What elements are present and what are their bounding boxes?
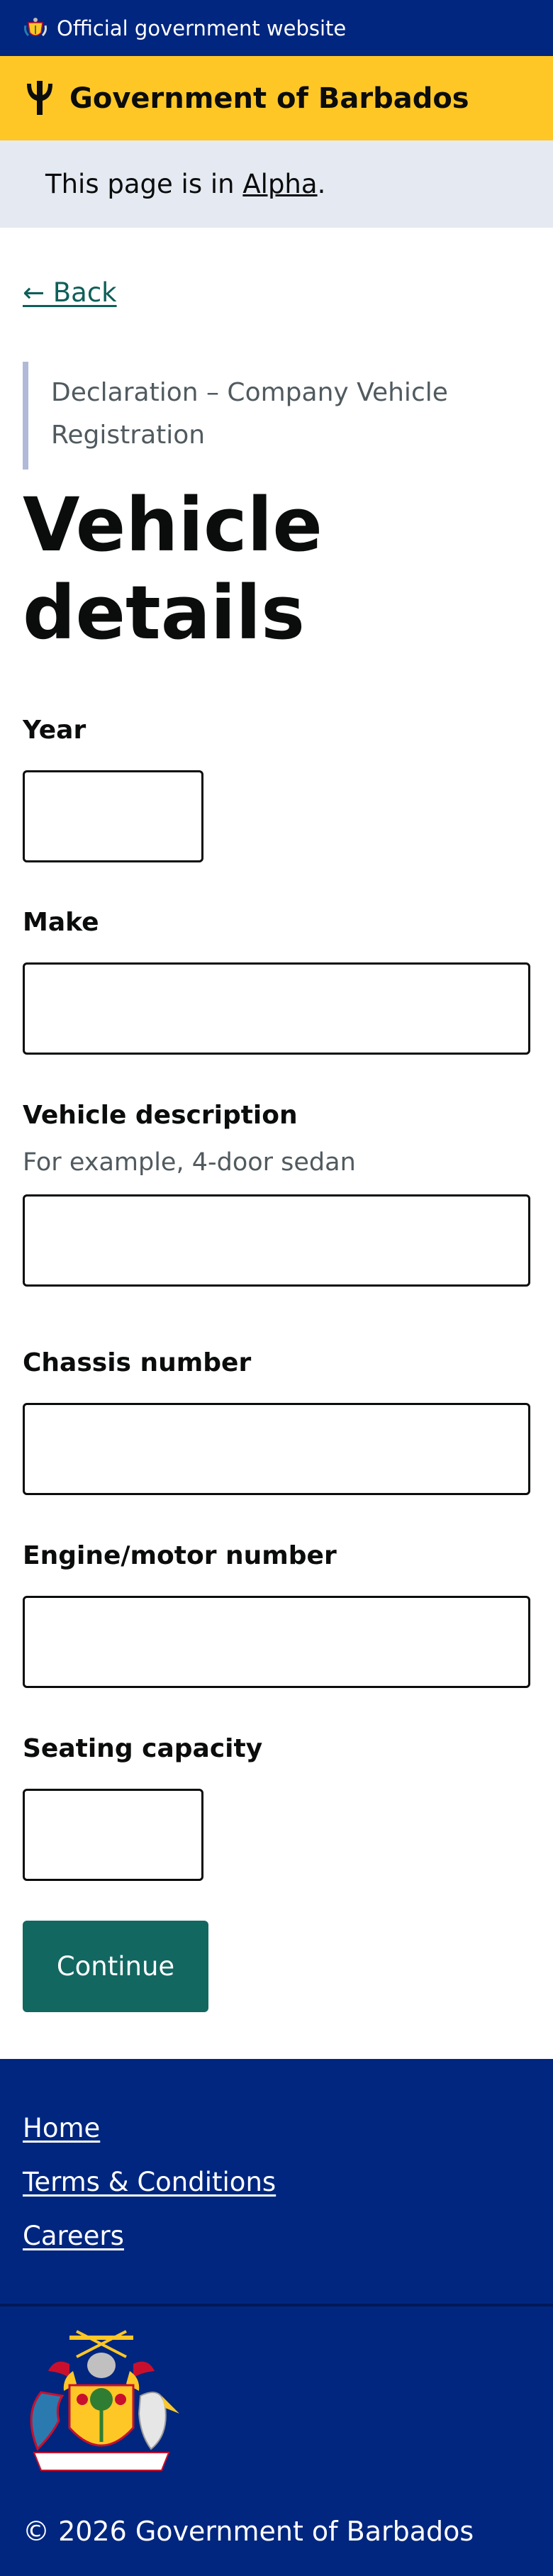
description-label: Vehicle description: [23, 1101, 298, 1130]
official-banner-text: Official government website: [57, 16, 347, 40]
barbados-crest-icon: [23, 16, 48, 41]
chassis-label: Chassis number: [23, 1348, 252, 1377]
phase-alpha-link[interactable]: Alpha: [242, 169, 318, 199]
make-field-group: [23, 907, 530, 1055]
year-label: Year: [23, 716, 86, 745]
continue-button[interactable]: Continue: [23, 1921, 208, 2012]
engine-label: Engine/motor number: [23, 1541, 337, 1570]
footer-link-terms[interactable]: Terms & Conditions: [23, 2167, 276, 2197]
back-link[interactable]: ← Back: [23, 277, 117, 308]
footer-links: [23, 2102, 276, 2263]
chassis-field-group: [23, 1348, 530, 1495]
year-input[interactable]: [23, 770, 203, 862]
trident-icon[interactable]: [23, 79, 57, 118]
form-caption: Declaration – Company Vehicle Registration: [23, 362, 519, 470]
engine-field-group: [23, 1540, 530, 1688]
make-input[interactable]: [23, 962, 530, 1055]
seating-input[interactable]: [23, 1789, 203, 1881]
page-title: Vehicle details: [23, 482, 323, 656]
official-banner: [0, 0, 553, 56]
site-header: [0, 56, 553, 140]
site-footer: [0, 2059, 553, 2576]
description-field-group: [23, 1100, 530, 1287]
make-label: Make: [23, 908, 99, 937]
coat-of-arms-icon: [20, 2328, 183, 2477]
footer-divider: [0, 2304, 553, 2306]
footer-link-home[interactable]: Home: [23, 2113, 101, 2143]
seating-label: Seating capacity: [23, 1734, 263, 1763]
site-title[interactable]: Government of Barbados: [69, 82, 469, 115]
seating-field-group: [23, 1733, 262, 1881]
phase-banner-suffix: .: [317, 169, 326, 199]
phase-banner: [0, 140, 553, 228]
chassis-input[interactable]: [23, 1403, 530, 1495]
year-field-group: [23, 715, 203, 862]
footer-link-careers[interactable]: Careers: [23, 2221, 124, 2251]
description-input[interactable]: [23, 1194, 530, 1287]
phase-banner-prefix: This page is in: [45, 169, 243, 199]
description-hint: For example, 4-door sedan: [23, 1148, 356, 1177]
engine-input[interactable]: [23, 1596, 530, 1688]
footer-copyright: © 2026 Government of Barbados: [23, 2516, 474, 2547]
